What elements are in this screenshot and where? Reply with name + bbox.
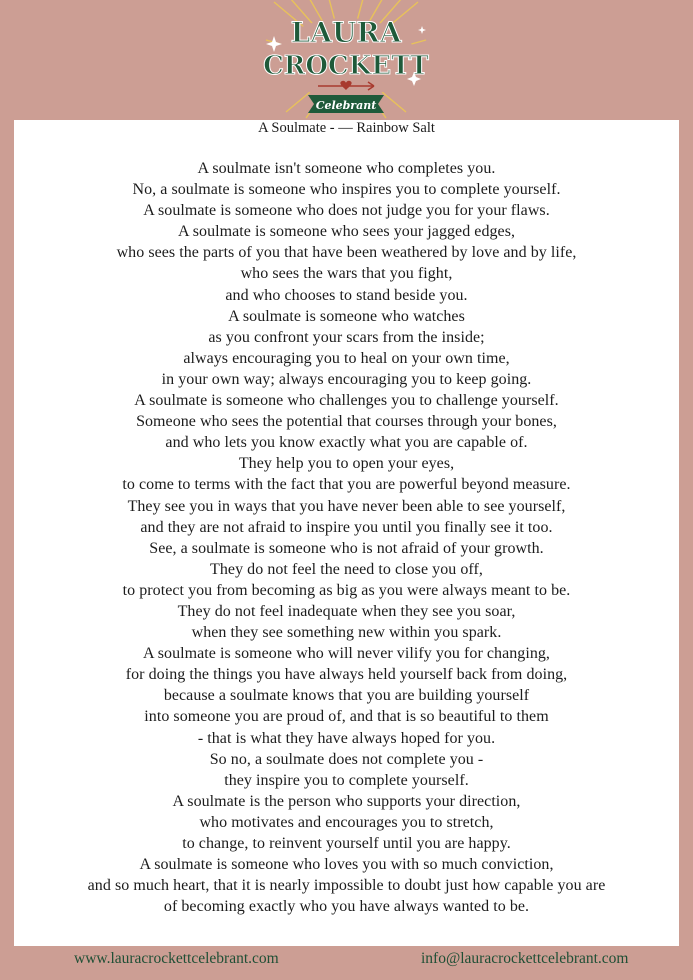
- poem-line: always encouraging you to heal on your own time,: [183, 349, 510, 367]
- website-link[interactable]: www.lauracrockettcelebrant.com: [74, 950, 279, 967]
- poem-title: A Soulmate - — Rainbow Salt: [258, 120, 435, 136]
- poem-line: and they are not afraid to inspire you until you finally see it too.: [140, 518, 553, 536]
- poem-line: Someone who sees the potential that courses through your bones,: [136, 413, 557, 431]
- poem-line: They see you in ways that you have never been able to see yourself,: [127, 497, 566, 515]
- poem-line: No, a soulmate is someone who inspires you to complete yourself.: [132, 181, 561, 199]
- poem-line: and so much heart, that it is nearly impossible to doubt just how capable you are: [87, 877, 606, 895]
- poem-line: as you confront your scars from the inside;: [208, 328, 485, 346]
- poem-line: See, a soulmate is someone who is not afraid of your growth.: [149, 539, 544, 557]
- brand-tagline: Celebrant: [315, 99, 377, 112]
- poem-line: A soulmate is someone who challenges you to challenge yourself.: [134, 392, 559, 410]
- poem-line: So no, a soulmate does not complete you -: [209, 750, 484, 768]
- poem-line: who motivates and encourages you to stretch,: [199, 813, 494, 831]
- poem-page: [14, 120, 679, 946]
- email-link[interactable]: info@lauracrockettcelebrant.com: [421, 950, 629, 967]
- poem-line: A soulmate isn't someone who completes you.: [197, 160, 496, 177]
- footer: [0, 946, 693, 980]
- poem-line: who sees the parts of you that have been weathered by love and by life,: [116, 244, 577, 262]
- poem-line: They do not feel the need to close you off,: [210, 560, 483, 578]
- poem-line: A soulmate is someone who loves you with so much conviction,: [139, 856, 554, 874]
- poem-line: who sees the wars that you fight,: [240, 265, 453, 283]
- poem-line: They do not feel inadequate when they see you soar,: [177, 602, 516, 620]
- poem-line: and who lets you know exactly what you are capable of.: [165, 434, 528, 452]
- poem-line: They help you to open your eyes,: [238, 455, 455, 473]
- brand-logo: [246, 0, 446, 120]
- poem-body: [14, 158, 679, 917]
- poem-line: A soulmate is someone who watches: [228, 307, 465, 325]
- poem-line: of becoming exactly who you have always wanted to be.: [163, 898, 530, 916]
- poem-line: and who chooses to stand beside you.: [225, 286, 468, 304]
- poem-line: to change, to reinvent yourself until you are happy.: [182, 835, 511, 852]
- poem-line: A soulmate is someone who will never vilify you for changing,: [143, 645, 550, 663]
- logo-graphic: [246, 0, 446, 120]
- poem-line: they inspire you to complete yourself.: [224, 771, 469, 789]
- poem-line: to protect you from becoming as big as you were always meant to be.: [122, 581, 571, 599]
- brand-name-line2: CROCKETT: [263, 51, 429, 81]
- poem-line: A soulmate is the person who supports your direction,: [172, 792, 521, 810]
- poem-line: A soulmate is someone who does not judge you for your flaws.: [143, 202, 550, 220]
- poem-line: A soulmate is someone who sees your jagged edges,: [177, 223, 516, 241]
- poem-line: for doing the things you have always held yourself back from doing,: [125, 666, 568, 684]
- poem-line: in your own way; always encouraging you to keep going.: [161, 370, 532, 388]
- poem-line: when they see something new within you spark.: [191, 624, 502, 642]
- brand-name-line1: LAURA: [290, 16, 402, 49]
- poem-line: - that is what they have always hoped for you.: [197, 729, 496, 747]
- poem-line: to come to terms with the fact that you are powerful beyond measure.: [122, 476, 571, 494]
- poem-line: into someone you are proud of, and that is so beautiful to them: [144, 708, 549, 726]
- poem-line: because a soulmate knows that you are building yourself: [163, 687, 530, 705]
